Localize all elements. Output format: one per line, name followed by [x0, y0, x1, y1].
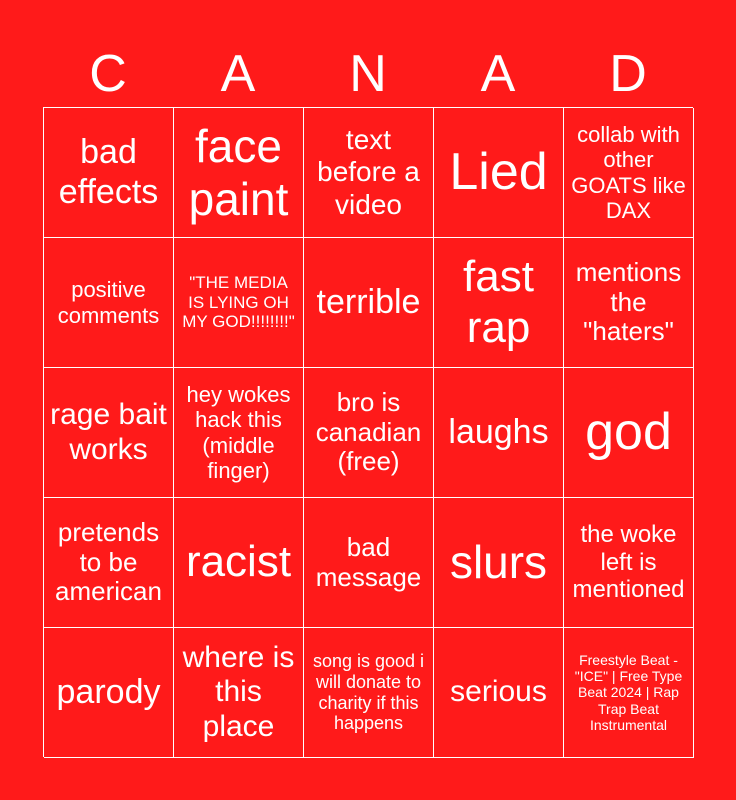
cell-text: racist [185, 537, 292, 587]
cell-text: positive comments [57, 277, 160, 328]
cell-text: where is this place [182, 640, 295, 743]
bingo-cell[interactable] [434, 628, 564, 758]
cell-text: Lied [449, 142, 548, 201]
bingo-cell[interactable] [434, 238, 564, 368]
bingo-cell[interactable] [174, 498, 304, 628]
bingo-cell[interactable] [304, 238, 434, 368]
bingo-cell[interactable] [304, 628, 434, 758]
cell-text: serious [450, 675, 547, 709]
bingo-cell[interactable] [304, 108, 434, 238]
bingo-cell[interactable] [44, 628, 174, 758]
cell-text: terrible [316, 282, 421, 321]
header-letter-5: D [609, 45, 647, 103]
cell-text: hey wokes hack this (middle finger) [186, 381, 291, 483]
cell-text: the woke left is mentioned [572, 521, 685, 604]
cell-text: mentions the "haters" [575, 256, 682, 347]
bingo-cell[interactable] [174, 238, 304, 368]
bingo-cell[interactable] [434, 498, 564, 628]
bingo-cell[interactable] [304, 368, 434, 498]
cell-text: fast rap [463, 251, 534, 352]
bingo-cell[interactable] [564, 628, 694, 758]
cell-text: face paint [188, 119, 289, 225]
header-letter-1: C [89, 45, 127, 103]
cell-text: slurs [449, 536, 548, 589]
cell-text: rage bait works [50, 398, 167, 466]
bingo-cell[interactable] [174, 628, 304, 758]
bingo-board [43, 107, 693, 757]
bingo-cell[interactable] [564, 368, 694, 498]
cell-text: text before a video [317, 124, 420, 220]
bingo-cell[interactable] [434, 108, 564, 238]
bingo-cell[interactable] [44, 368, 174, 498]
header-letter-4: A [480, 45, 516, 103]
bingo-cell[interactable] [564, 238, 694, 368]
cell-text: Freestyle Beat - "ICE" | Free Type Beat 2024 | Rap Trap Beat Instrumental [574, 652, 683, 733]
header-letter-3: N [349, 45, 387, 103]
cell-text: bro is canadian (free) [315, 386, 422, 477]
bingo-header [43, 40, 693, 108]
bingo-cell[interactable] [44, 498, 174, 628]
cell-text: laughs [448, 412, 549, 451]
cell-text: collab with other GOATS like DAX [571, 121, 686, 223]
cell-text: bad message [315, 531, 422, 592]
bingo-cell[interactable] [174, 108, 304, 238]
bingo-cell[interactable] [564, 108, 694, 238]
bingo-cell[interactable] [174, 368, 304, 498]
cell-text: song is good i will donate to charity if this happens [312, 651, 425, 734]
cell-text: bad effects [58, 133, 159, 211]
bingo-cell[interactable] [44, 108, 174, 238]
cell-text: "THE MEDIA IS LYING OH MY GOD!!!!!!!!" [182, 273, 295, 332]
bingo-cell[interactable] [564, 498, 694, 628]
cell-text: parody [56, 672, 161, 711]
cell-text: pretends to be american [55, 516, 162, 607]
cell-text: god [585, 402, 672, 461]
bingo-cell[interactable] [434, 368, 564, 498]
header-letter-2: A [220, 45, 256, 103]
bingo-cell[interactable] [304, 498, 434, 628]
bingo-cell[interactable] [44, 238, 174, 368]
